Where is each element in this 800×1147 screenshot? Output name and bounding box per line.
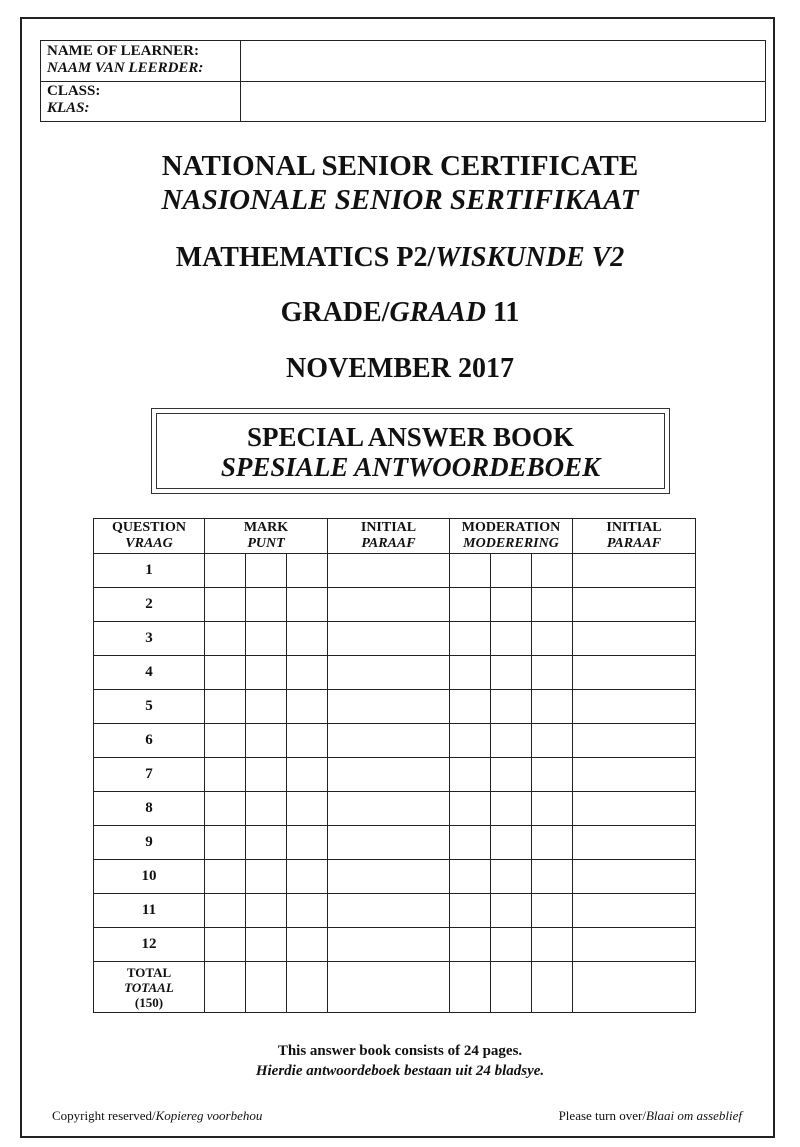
mark-cell[interactable]: [246, 724, 287, 758]
initial-cell-2[interactable]: [573, 622, 696, 656]
page-count-note: This answer book consists of 24 pages.: [277, 1043, 523, 1059]
mark-cell[interactable]: [246, 860, 287, 894]
table-row: [94, 928, 696, 962]
moderation-cell[interactable]: [532, 860, 573, 894]
moderation-cell[interactable]: [532, 928, 573, 962]
total-moderation-cell[interactable]: [450, 962, 491, 1013]
initial-cell[interactable]: [328, 860, 450, 894]
moderation-cell[interactable]: [450, 792, 491, 826]
header-moderation: MODERATION MODERERING: [450, 519, 573, 554]
learner-class-field[interactable]: [241, 81, 765, 121]
header-initial: INITIAL PARAAF: [328, 519, 450, 554]
moderation-cell[interactable]: [532, 724, 573, 758]
mark-cell[interactable]: [246, 758, 287, 792]
mark-cell[interactable]: [287, 928, 328, 962]
moderation-cell[interactable]: [450, 826, 491, 860]
moderation-cell[interactable]: [450, 894, 491, 928]
moderation-cell[interactable]: [491, 622, 532, 656]
total-initial-cell-2[interactable]: [573, 962, 696, 1013]
mark-cell[interactable]: [205, 656, 246, 690]
mark-cell[interactable]: [205, 928, 246, 962]
initial-cell[interactable]: [328, 928, 450, 962]
mark-cell[interactable]: [205, 690, 246, 724]
mark-cell[interactable]: [205, 894, 246, 928]
moderation-cell[interactable]: [491, 588, 532, 622]
moderation-cell[interactable]: [491, 690, 532, 724]
learner-info-box: [40, 40, 766, 122]
mark-cell[interactable]: [287, 758, 328, 792]
moderation-cell[interactable]: [491, 860, 532, 894]
moderation-cell[interactable]: [491, 928, 532, 962]
question-number: 8: [94, 792, 205, 826]
mark-cell[interactable]: [246, 826, 287, 860]
initial-cell[interactable]: [328, 894, 450, 928]
mark-cell[interactable]: [287, 894, 328, 928]
question-number: 6: [94, 724, 205, 758]
moderation-cell[interactable]: [491, 724, 532, 758]
special-box-title: SPECIAL ANSWER BOOK: [246, 422, 575, 452]
question-number: 2: [94, 588, 205, 622]
initial-cell[interactable]: [328, 724, 450, 758]
question-number: 1: [94, 554, 205, 588]
certificate-title-af: NASIONALE SENIOR SERTIFIKAAT: [161, 184, 639, 216]
mark-cell[interactable]: [287, 826, 328, 860]
initial-cell-2[interactable]: [573, 554, 696, 588]
initial-cell[interactable]: [328, 690, 450, 724]
table-row: [94, 724, 696, 758]
moderation-cell[interactable]: [491, 656, 532, 690]
learner-name-row: [41, 41, 765, 82]
moderation-cell[interactable]: [491, 894, 532, 928]
total-mark-cell[interactable]: [287, 962, 328, 1013]
table-row: [94, 554, 696, 588]
mark-cell[interactable]: [205, 724, 246, 758]
moderation-cell[interactable]: [532, 894, 573, 928]
initial-cell-2[interactable]: [573, 826, 696, 860]
question-number: 12: [94, 928, 205, 962]
total-label: TOTAL TOTAAL (150): [94, 962, 205, 1013]
header-initial-2: INITIAL PARAAF: [573, 519, 696, 554]
question-number: 5: [94, 690, 205, 724]
moderation-cell[interactable]: [450, 928, 491, 962]
table-row: [94, 894, 696, 928]
mark-cell[interactable]: [246, 792, 287, 826]
exam-date: NOVEMBER 2017: [286, 353, 514, 384]
moderation-cell[interactable]: [450, 860, 491, 894]
moderation-cell[interactable]: [491, 826, 532, 860]
mark-cell[interactable]: [246, 554, 287, 588]
moderation-cell[interactable]: [450, 724, 491, 758]
initial-cell[interactable]: [328, 758, 450, 792]
total-initial-cell[interactable]: [328, 962, 450, 1013]
page-count-note-af: Hierdie antwoordeboek bestaan uit 24 bladsye.: [255, 1063, 545, 1079]
mark-cell[interactable]: [205, 860, 246, 894]
special-answer-book-box: [151, 408, 670, 494]
learner-class-label: CLASS: KLAS:: [41, 81, 241, 121]
moderation-cell[interactable]: [450, 758, 491, 792]
moderation-cell[interactable]: [491, 792, 532, 826]
mark-cell[interactable]: [287, 588, 328, 622]
mark-cell[interactable]: [246, 894, 287, 928]
question-number: 7: [94, 758, 205, 792]
mark-cell[interactable]: [205, 554, 246, 588]
turn-over-notice: Please turn over/Blaai om asseblief: [558, 1108, 742, 1123]
mark-cell[interactable]: [246, 928, 287, 962]
mark-cell[interactable]: [287, 724, 328, 758]
table-row: [94, 588, 696, 622]
initial-cell-2[interactable]: [573, 928, 696, 962]
mark-cell[interactable]: [287, 860, 328, 894]
question-number: 11: [94, 894, 205, 928]
moderation-cell[interactable]: [450, 656, 491, 690]
mark-cell[interactable]: [287, 690, 328, 724]
table-row: [94, 656, 696, 690]
learner-class-row: [41, 81, 765, 121]
initial-cell-2[interactable]: [573, 758, 696, 792]
question-number: 9: [94, 826, 205, 860]
table-row: [94, 758, 696, 792]
mark-cell[interactable]: [246, 690, 287, 724]
mark-cell[interactable]: [205, 792, 246, 826]
copyright-notice: Copyright reserved/Kopiereg voorbehou: [52, 1108, 263, 1123]
moderation-cell[interactable]: [450, 588, 491, 622]
total-mark-cell[interactable]: [246, 962, 287, 1013]
initial-cell[interactable]: [328, 792, 450, 826]
initial-cell[interactable]: [328, 622, 450, 656]
mark-cell[interactable]: [205, 622, 246, 656]
mark-cell[interactable]: [246, 656, 287, 690]
question-number: 3: [94, 622, 205, 656]
moderation-cell[interactable]: [532, 622, 573, 656]
total-moderation-cell[interactable]: [532, 962, 573, 1013]
initial-cell-2[interactable]: [573, 894, 696, 928]
learner-name-label: NAME OF LEARNER: NAAM VAN LEERDER:: [41, 41, 241, 81]
certificate-title: NATIONAL SENIOR CERTIFICATE: [161, 150, 639, 182]
table-row: [94, 792, 696, 826]
table-row: [94, 690, 696, 724]
mark-cell[interactable]: [246, 588, 287, 622]
moderation-cell[interactable]: [450, 690, 491, 724]
moderation-cell[interactable]: [491, 554, 532, 588]
total-row: [94, 962, 696, 1013]
moderation-cell[interactable]: [532, 690, 573, 724]
mark-cell[interactable]: [287, 622, 328, 656]
moderation-cell[interactable]: [532, 656, 573, 690]
table-row: [94, 622, 696, 656]
table-row: [94, 860, 696, 894]
table-row: [94, 826, 696, 860]
moderation-cell[interactable]: [450, 622, 491, 656]
moderation-cell[interactable]: [532, 758, 573, 792]
moderation-cell[interactable]: [532, 792, 573, 826]
learner-name-field[interactable]: [241, 41, 765, 81]
total-mark-cell[interactable]: [205, 962, 246, 1013]
mark-cell[interactable]: [246, 622, 287, 656]
initial-cell-2[interactable]: [573, 792, 696, 826]
moderation-cell[interactable]: [532, 826, 573, 860]
total-moderation-cell[interactable]: [491, 962, 532, 1013]
initial-cell[interactable]: [328, 826, 450, 860]
moderation-cell[interactable]: [491, 758, 532, 792]
header-mark: MARK PUNT: [205, 519, 328, 554]
moderation-cell[interactable]: [532, 554, 573, 588]
header-question: QUESTION VRAAG: [94, 519, 205, 554]
subject-title: MATHEMATICS P2/WISKUNDE V2: [175, 242, 625, 273]
initial-cell[interactable]: [328, 588, 450, 622]
initial-cell-2[interactable]: [573, 588, 696, 622]
mark-cell[interactable]: [205, 758, 246, 792]
initial-cell[interactable]: [328, 554, 450, 588]
special-box-title-af: SPESIALE ANTWOORDEBOEK: [220, 452, 601, 482]
moderation-cell[interactable]: [532, 588, 573, 622]
mark-cell[interactable]: [287, 656, 328, 690]
initial-cell-2[interactable]: [573, 724, 696, 758]
initial-cell-2[interactable]: [573, 656, 696, 690]
mark-cell[interactable]: [287, 554, 328, 588]
grade-title: GRADE/GRAAD 11: [280, 297, 520, 328]
mark-cell[interactable]: [205, 826, 246, 860]
initial-cell-2[interactable]: [573, 860, 696, 894]
mark-cell[interactable]: [205, 588, 246, 622]
question-number: 4: [94, 656, 205, 690]
initial-cell-2[interactable]: [573, 690, 696, 724]
marks-table: [93, 518, 696, 1013]
mark-cell[interactable]: [287, 792, 328, 826]
moderation-cell[interactable]: [450, 554, 491, 588]
question-number: 10: [94, 860, 205, 894]
initial-cell[interactable]: [328, 656, 450, 690]
